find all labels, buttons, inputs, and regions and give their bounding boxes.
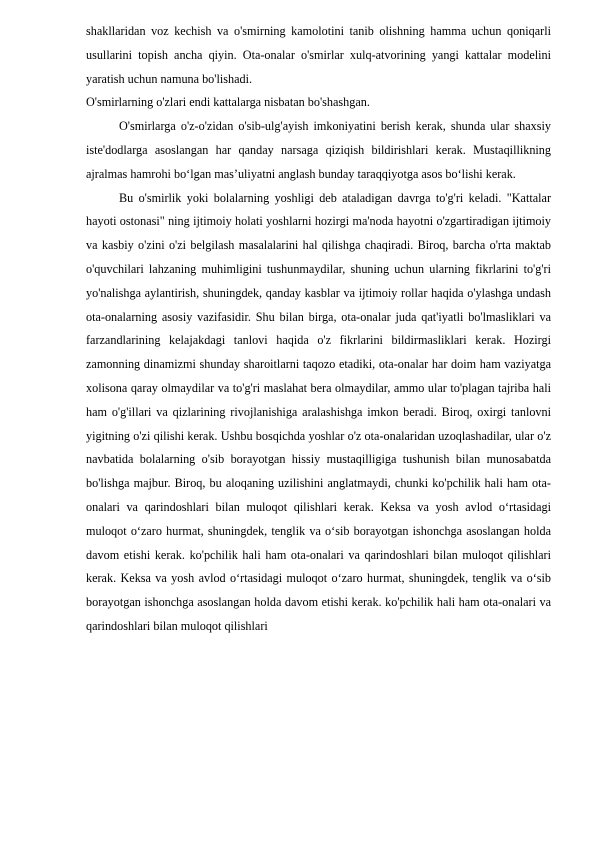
paragraph-independence: O'smirlarga o'z-o'zidan o'sib-ulg'ayish imkoniyatini berish kerak, shunda ular shaxsiy iste'dodlarga asoslangan har qanday narsaga qiziqish bildirishlari kerak. Mustaqillikning ajralmas hamrohi bo‘lgan mas’uliyatni anglash bunday taraqqiyotga asos bo‘lishi kerak.: [86, 119, 551, 181]
paragraph-short-line: O'smirlarning o'zlari endi kattalarga nisbatan bo'shashgan.: [86, 95, 370, 110]
document-page: [86, 20, 551, 639]
paragraph-adolescence: Bu o'smirlik yoki bolalarning yoshligi deb ataladigan davrga to'g'ri keladi. "Kattalar hayoti ostonasi" ning ijtimoiy holati yoshlarni hozirgi ma'noda hayotni o'zgartiradigan ijtimoiy va kasbiy o'zini o'zi belgilash masalalarini hal qilishga chaqiradi. Biroq, barcha o'rta maktab o'quvchilari lahzaning muhimligini tushunmaydilar, shuning uchun ularning fikrlarini to'g'ri yo'nalishga aylantirish, shuningdek, qanday kasblar va ijtimoiy rollar haqida o'ylashga undash ota-onalarning asosiy vazifasidir. Shu bilan birga, ota-onalar juda qat'iyatli bo'lmasliklari va farzandlarining kelajakdagi tanlovi haqida o'z fikrlarini bildirmasliklari kerak. Hozirgi zamonning dinamizmi shunday sharoitlarni taqozo etadiki, ota-onalar har doim ham vaziyatga xolisona qaray olmaydilar va to'g'ri maslahat bera olmaydilar, ammo ular to'plagan tajriba hali ham o'g'illari va qizlarining rivojlanishiga aralashishga imkon beradi. Biroq, oxirgi tanlovni yigitning o'zi qilishi kerak. Ushbu bosqichda yoshlar o'z ota-onalaridan uzoqlashadilar, ular o'z navbatida bolalarning o'sib borayotgan hissiy mustaqilligiga tushunish bilan munosabatda bo'lishga majbur. Biroq, bu aloqaning uzilishini anglatmaydi, chunki ko'pchilik hali ham ota-onalari va qarindoshlari bilan muloqot qilishlari kerak. Keksa va yosh avlod o‘rtasidagi muloqot o‘zaro hurmat, shuningdek, tenglik va o‘sib borayotgan ishonchga asoslangan holda davom etishi kerak. ko'pchilik hali ham ota-onalari va qarindoshlari bilan muloqot qilishlari kerak. Keksa va yosh avlod o‘rtasidagi muloqot o‘zaro hurmat, shuningdek, tenglik va o‘sib borayotgan ishonchga asoslangan holda davom etishi kerak. ko'pchilik hali ham ota-onalari va qarindoshlari bilan muloqot qilishlari: [86, 190, 551, 633]
paragraph-continuation: shakllaridan voz kechish va o'smirning kamolotini tanib olishning hamma uchun qoniqarli usullarini topish ancha qiyin. Ota-onalar o'smirlar xulq-atvorining yangi kattalar modelini yaratish uchun namuna bo'lishadi.: [86, 24, 551, 86]
